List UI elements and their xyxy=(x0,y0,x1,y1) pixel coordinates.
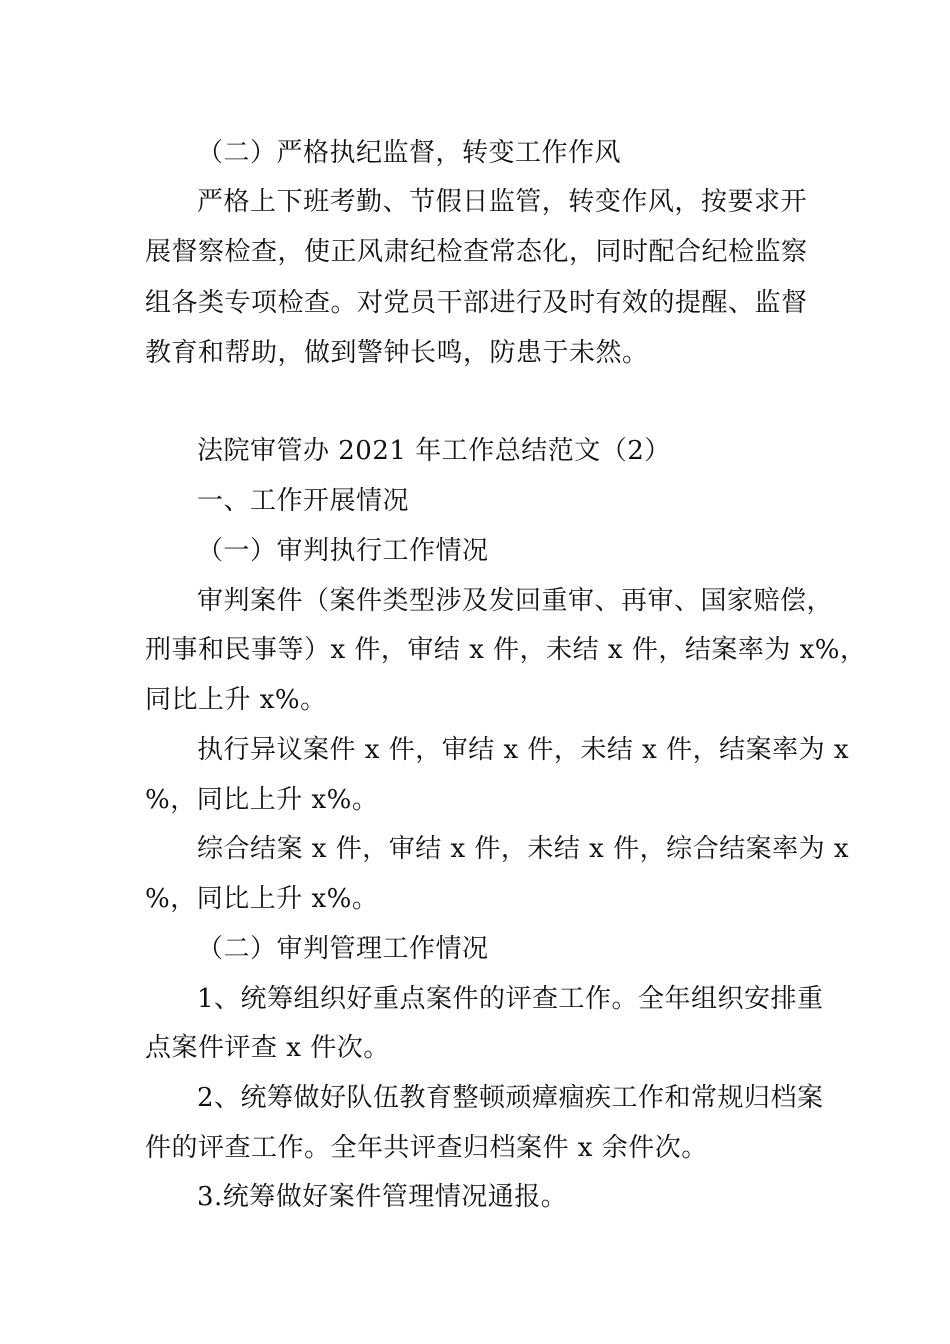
list-item-line: 件的评查工作。全年共评查归档案件 x 余件次。 xyxy=(145,1133,708,1163)
list-item-line: 1、统筹组织好重点案件的评查工作。全年组织安排重 xyxy=(197,984,824,1014)
article-title: 法院审管办 2021 年工作总结范文（2） xyxy=(197,436,671,466)
paragraph-line: %，同比上升 x%。 xyxy=(145,785,379,815)
list-item-line: 2、统筹做好队伍教育整顿顽瘴痼疾工作和常规归档案 xyxy=(197,1083,824,1113)
paragraph-line: 刑事和民事等）x 件，审结 x 件，未结 x 件，结案率为 x%， xyxy=(145,635,867,665)
heading: 一、工作开展情况 xyxy=(197,486,410,516)
paragraph-line: 执行异议案件 x 件，审结 x 件，未结 x 件，结案率为 x xyxy=(197,735,850,765)
subheading: （一）审判执行工作情况 xyxy=(197,536,489,566)
paragraph-line: %，同比上升 x%。 xyxy=(145,884,379,914)
paragraph-line: 教育和帮助，做到警钟长鸣，防患于未然。 xyxy=(145,338,649,368)
paragraph-line: 展督察检查，使正风肃纪检查常态化，同时配合纪检监察 xyxy=(145,237,808,267)
list-item-line: 3.统筹做好案件管理情况通报。 xyxy=(197,1182,568,1212)
paragraph-line: 审判案件（案件类型涉及发回重审、再审、国家赔偿， xyxy=(197,586,834,616)
paragraph-line: 组各类专项检查。对党员干部进行及时有效的提醒、监督 xyxy=(145,288,808,318)
list-item-line: 点案件评查 x 件次。 xyxy=(145,1033,390,1063)
paragraph-line: 严格上下班考勤、节假日监管，转变作风，按要求开 xyxy=(197,187,807,217)
paragraph-line: 综合结案 x 件，审结 x 件，未结 x 件，综合结案率为 x xyxy=(197,834,850,864)
subheading: （二）审判管理工作情况 xyxy=(197,934,489,964)
section-heading: （二）严格执纪监督，转变工作作风 xyxy=(197,138,622,168)
paragraph-line: 同比上升 x%。 xyxy=(145,685,327,715)
